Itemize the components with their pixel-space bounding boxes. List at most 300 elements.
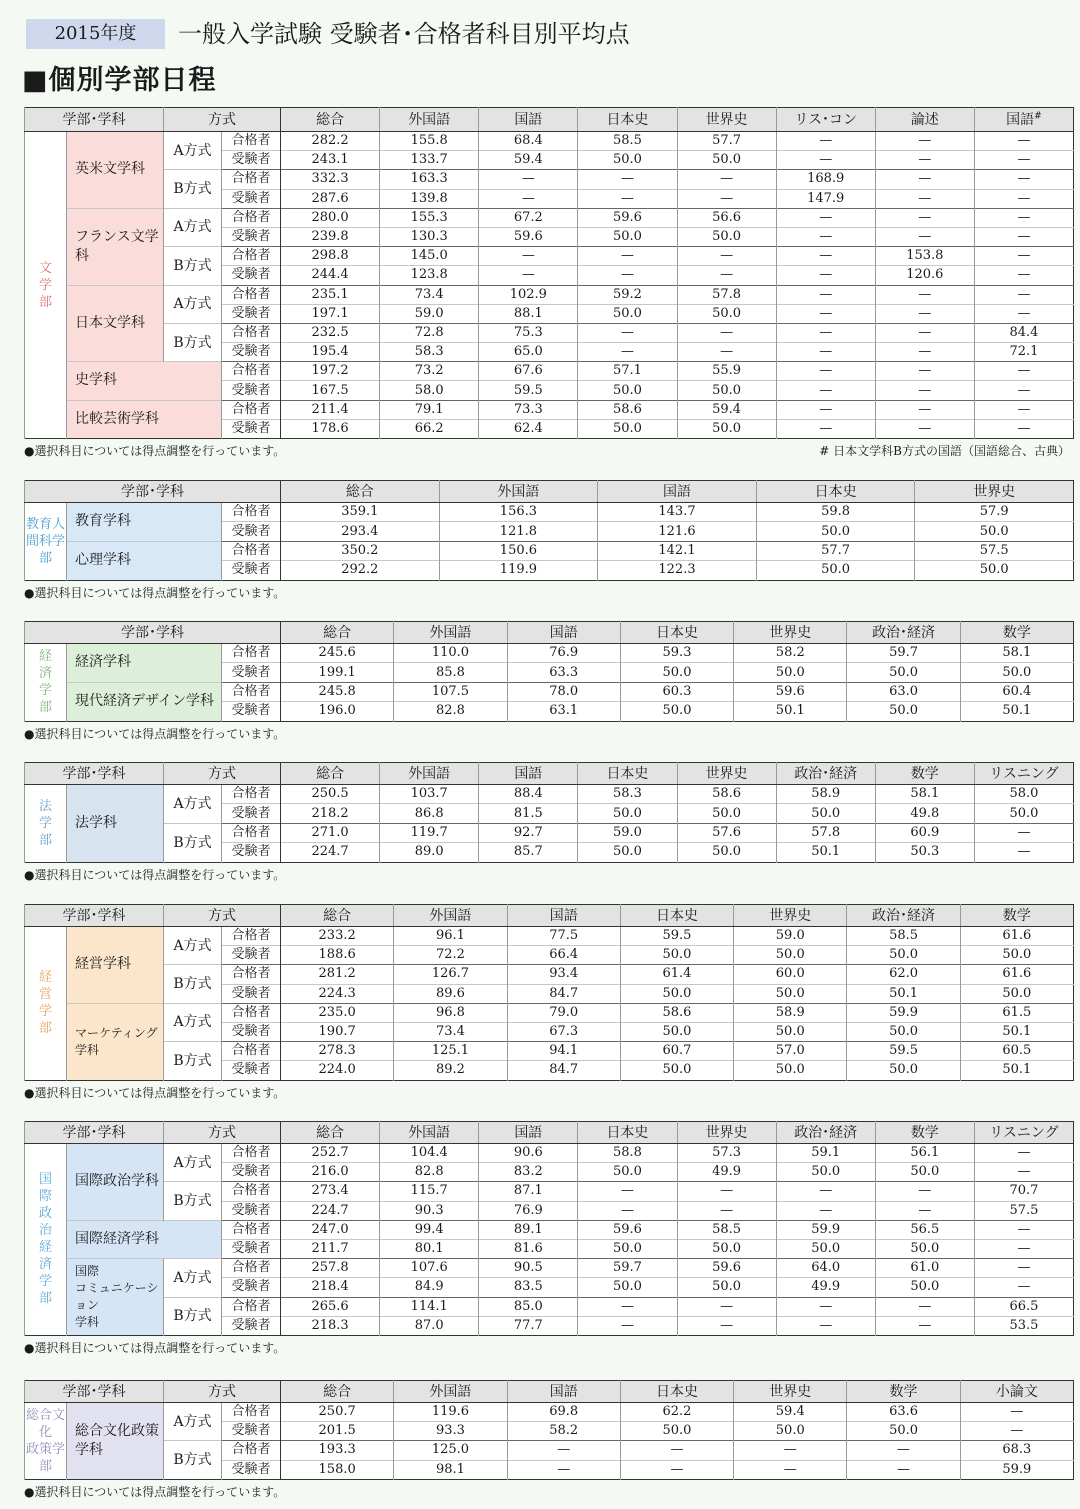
score-cell: 57.1 xyxy=(578,362,677,381)
score-cell: 96.1 xyxy=(394,927,507,946)
score-cell: — xyxy=(578,343,677,362)
score-cell: 81.5 xyxy=(479,804,578,823)
score-cell: 216.0 xyxy=(281,1163,380,1182)
pass-label: 合格者 xyxy=(222,1297,281,1316)
score-cell: 61.5 xyxy=(960,1003,1073,1022)
take-label: 受験者 xyxy=(222,946,281,965)
score-cell: 59.1 xyxy=(776,1144,875,1163)
take-label: 受験者 xyxy=(222,663,281,682)
score-cell: 110.0 xyxy=(394,644,507,663)
header-subject: 日本史 xyxy=(578,763,677,785)
score-cell: 50.0 xyxy=(847,1422,960,1441)
score-cell: — xyxy=(974,1239,1073,1258)
score-cell: 50.0 xyxy=(677,1239,776,1258)
method-label: B方式 xyxy=(164,1441,222,1479)
score-cell: — xyxy=(875,227,974,246)
score-cell: 359.1 xyxy=(281,503,440,522)
score-cell: — xyxy=(776,400,875,419)
score-cell: 50.0 xyxy=(734,663,847,682)
score-cell: 56.5 xyxy=(875,1220,974,1239)
score-cell: 50.0 xyxy=(677,304,776,323)
score-cell: 218.3 xyxy=(281,1316,380,1335)
score-cell: 67.3 xyxy=(507,1022,620,1041)
score-cell: 168.9 xyxy=(776,170,875,189)
pass-label: 合格者 xyxy=(222,965,281,984)
table-row xyxy=(25,1441,1074,1460)
score-cell: 153.8 xyxy=(875,247,974,266)
score-cell: 58.9 xyxy=(734,1003,847,1022)
take-label: 受験者 xyxy=(222,419,281,438)
score-cell: 119.7 xyxy=(380,823,479,842)
score-cell: — xyxy=(578,1316,677,1335)
score-cell: 178.6 xyxy=(281,419,380,438)
score-cell: 119.6 xyxy=(394,1403,507,1422)
score-cell: 50.0 xyxy=(677,151,776,170)
score-table-biz xyxy=(24,904,1074,1081)
score-cell: 50.0 xyxy=(734,1022,847,1041)
score-cell: — xyxy=(974,247,1073,266)
score-cell: 64.0 xyxy=(776,1259,875,1278)
score-cell: 193.3 xyxy=(281,1441,394,1460)
score-cell: — xyxy=(578,247,677,266)
score-cell: 57.5 xyxy=(974,1201,1073,1220)
score-cell: 139.8 xyxy=(380,189,479,208)
score-cell: — xyxy=(974,304,1073,323)
score-cell: 50.0 xyxy=(578,1163,677,1182)
score-cell: 62.2 xyxy=(620,1403,733,1422)
dept-label: 経済学科 xyxy=(67,644,222,683)
header-subject: 国語 xyxy=(507,905,620,927)
score-cell: 278.3 xyxy=(281,1042,394,1061)
score-cell: — xyxy=(974,208,1073,227)
score-cell: 50.0 xyxy=(915,522,1074,541)
score-cell: 66.2 xyxy=(380,419,479,438)
faculty-label: 経 済 学 部 xyxy=(25,644,67,722)
score-cell: 59.6 xyxy=(578,208,677,227)
score-cell: — xyxy=(875,132,974,151)
score-cell: 50.1 xyxy=(847,984,960,1003)
score-cell: 57.7 xyxy=(677,132,776,151)
score-cell: 247.0 xyxy=(281,1220,380,1239)
score-cell: — xyxy=(677,1182,776,1201)
score-cell: 243.1 xyxy=(281,151,380,170)
dept-label: 法学科 xyxy=(67,785,164,863)
score-cell: 50.0 xyxy=(578,1239,677,1258)
table-row xyxy=(25,1259,1074,1278)
pass-label: 合格者 xyxy=(222,1182,281,1201)
score-cell: 58.6 xyxy=(620,1003,733,1022)
header-subject: 世界史 xyxy=(734,622,847,644)
header-subject: リスニング xyxy=(974,763,1073,785)
score-cell: 50.0 xyxy=(578,1278,677,1297)
header-subject: 国語# xyxy=(974,108,1073,132)
score-cell: 281.2 xyxy=(281,965,394,984)
header-subject: 小論文 xyxy=(960,1381,1073,1403)
score-cell: 50.1 xyxy=(960,1061,1073,1080)
score-cell: — xyxy=(974,189,1073,208)
score-cell: 60.0 xyxy=(734,965,847,984)
score-cell: 84.7 xyxy=(507,1061,620,1080)
dept-label: 現代経済デザイン学科 xyxy=(67,682,222,721)
table-row xyxy=(25,965,1074,984)
score-cell: 60.4 xyxy=(960,682,1073,701)
header-method: 方式 xyxy=(164,108,281,132)
score-cell: — xyxy=(677,266,776,285)
score-cell: 147.9 xyxy=(776,189,875,208)
score-cell: 235.0 xyxy=(281,1003,394,1022)
score-cell: — xyxy=(875,400,974,419)
score-cell: — xyxy=(677,189,776,208)
score-cell: 89.0 xyxy=(380,843,479,862)
method-label: B方式 xyxy=(164,1042,222,1080)
method-label: A方式 xyxy=(164,132,222,170)
score-cell: 58.5 xyxy=(847,927,960,946)
score-cell: 84.9 xyxy=(380,1278,479,1297)
score-cell: 50.0 xyxy=(875,1278,974,1297)
score-cell: — xyxy=(960,1403,1073,1422)
header-subject: リス･コン xyxy=(776,108,875,132)
score-cell: 65.0 xyxy=(479,343,578,362)
score-cell: 59.0 xyxy=(578,823,677,842)
score-cell: 119.9 xyxy=(439,561,598,580)
score-cell: 201.5 xyxy=(281,1422,394,1441)
score-cell: 59.6 xyxy=(677,1259,776,1278)
score-cell: 72.1 xyxy=(974,343,1073,362)
score-cell: 96.8 xyxy=(394,1003,507,1022)
score-cell: 83.2 xyxy=(479,1163,578,1182)
score-cell: 257.8 xyxy=(281,1259,380,1278)
score-cell: — xyxy=(875,419,974,438)
score-cell: 332.3 xyxy=(281,170,380,189)
score-cell: 58.0 xyxy=(380,381,479,400)
score-cell: 85.0 xyxy=(479,1297,578,1316)
method-label: A方式 xyxy=(164,927,222,965)
score-cell: — xyxy=(875,1182,974,1201)
score-cell: 142.1 xyxy=(598,541,757,560)
score-cell: — xyxy=(776,1201,875,1220)
score-cell: 84.4 xyxy=(974,323,1073,342)
table-row xyxy=(25,644,1074,663)
method-label: A方式 xyxy=(164,285,222,323)
pass-label: 合格者 xyxy=(222,1042,281,1061)
score-cell: — xyxy=(875,362,974,381)
header-subject: 数学 xyxy=(875,1122,974,1144)
header-subject: 世界史 xyxy=(734,1381,847,1403)
score-cell: 190.7 xyxy=(281,1022,394,1041)
take-label: 受験者 xyxy=(222,1239,281,1258)
score-cell: 245.6 xyxy=(281,644,394,663)
score-cell: 58.1 xyxy=(875,785,974,804)
score-cell: — xyxy=(776,1182,875,1201)
score-cell: — xyxy=(974,170,1073,189)
score-cell: — xyxy=(847,1441,960,1460)
score-cell: — xyxy=(578,189,677,208)
pass-label: 合格者 xyxy=(222,247,281,266)
faculty-label: 国 際 政 治 経 済 学 部 xyxy=(25,1144,67,1336)
header-subject: 数学 xyxy=(960,905,1073,927)
score-cell: — xyxy=(677,343,776,362)
table-row xyxy=(25,400,1074,419)
score-cell: — xyxy=(974,132,1073,151)
take-label: 受験者 xyxy=(222,1316,281,1335)
score-cell: 76.9 xyxy=(479,1201,578,1220)
take-label: 受験者 xyxy=(222,561,281,580)
score-cell: 63.3 xyxy=(507,663,620,682)
header-subject: 総合 xyxy=(281,108,380,132)
score-cell: — xyxy=(974,151,1073,170)
header-subject: 政治･経済 xyxy=(776,763,875,785)
score-cell: 60.3 xyxy=(620,682,733,701)
score-cell: 50.1 xyxy=(734,702,847,721)
dept-label: 史学科 xyxy=(67,362,222,400)
score-cell: 58.2 xyxy=(734,644,847,663)
score-cell: 121.6 xyxy=(598,522,757,541)
take-label: 受験者 xyxy=(222,266,281,285)
score-cell: 62.0 xyxy=(847,965,960,984)
score-cell: 167.5 xyxy=(281,381,380,400)
score-cell: 156.3 xyxy=(439,503,598,522)
table-row xyxy=(25,1182,1074,1201)
score-cell: — xyxy=(875,343,974,362)
header-subject: 政治･経済 xyxy=(847,622,960,644)
score-cell: 155.8 xyxy=(380,132,479,151)
dept-label: 国際経済学科 xyxy=(67,1220,222,1258)
header-method: 方式 xyxy=(164,1122,281,1144)
header-subject: 国語 xyxy=(479,763,578,785)
score-cell: 50.0 xyxy=(960,946,1073,965)
score-cell: 53.5 xyxy=(974,1316,1073,1335)
score-cell: 50.0 xyxy=(756,561,915,580)
score-cell: — xyxy=(875,1297,974,1316)
score-cell: 50.0 xyxy=(734,946,847,965)
score-cell: 59.5 xyxy=(479,381,578,400)
score-cell: — xyxy=(776,208,875,227)
score-cell: 293.4 xyxy=(281,522,440,541)
score-cell: 130.3 xyxy=(380,227,479,246)
header-dept: 学部･学科 xyxy=(25,763,164,785)
score-cell: 107.5 xyxy=(394,682,507,701)
header-subject: 数学 xyxy=(847,1381,960,1403)
score-cell: 115.7 xyxy=(380,1182,479,1201)
score-cell: 50.0 xyxy=(578,419,677,438)
score-cell: — xyxy=(507,1441,620,1460)
method-label: B方式 xyxy=(164,823,222,862)
table-row xyxy=(25,1042,1074,1061)
score-cell: 125.0 xyxy=(394,1441,507,1460)
score-cell: — xyxy=(776,1297,875,1316)
header-dept: 学部･学科 xyxy=(25,1381,164,1403)
take-label: 受験者 xyxy=(222,984,281,1003)
score-cell: 67.6 xyxy=(479,362,578,381)
score-cell: — xyxy=(578,1182,677,1201)
score-cell: 57.7 xyxy=(756,541,915,560)
score-cell: 89.2 xyxy=(394,1061,507,1080)
header-dept: 学部･学科 xyxy=(25,622,281,644)
score-cell: 224.0 xyxy=(281,1061,394,1080)
score-cell: — xyxy=(974,381,1073,400)
method-label: B方式 xyxy=(164,170,222,208)
score-cell: 49.9 xyxy=(677,1163,776,1182)
take-label: 受験者 xyxy=(222,1460,281,1479)
score-cell: — xyxy=(734,1441,847,1460)
score-cell: 59.4 xyxy=(734,1403,847,1422)
header-subject: 世界史 xyxy=(677,108,776,132)
pass-label: 合格者 xyxy=(222,1259,281,1278)
header-subject: 総合 xyxy=(281,481,440,503)
score-cell: 50.0 xyxy=(677,419,776,438)
score-cell: 85.7 xyxy=(479,843,578,862)
score-cell: — xyxy=(875,151,974,170)
faculty-label: 教育人間科学部 xyxy=(25,503,67,581)
score-cell: 59.6 xyxy=(734,682,847,701)
score-cell: 121.8 xyxy=(439,522,598,541)
method-label: B方式 xyxy=(164,247,222,285)
score-cell: 50.0 xyxy=(578,151,677,170)
score-cell: 58.5 xyxy=(677,1220,776,1239)
header-subject: 外国語 xyxy=(394,1381,507,1403)
score-cell: 61.4 xyxy=(620,965,733,984)
pass-label: 合格者 xyxy=(222,1220,281,1239)
header-dept: 学部･学科 xyxy=(25,905,164,927)
pass-label: 合格者 xyxy=(222,285,281,304)
table-row xyxy=(25,503,1074,522)
score-cell: — xyxy=(847,1460,960,1479)
method-label: A方式 xyxy=(164,1403,222,1441)
header-subject: 世界史 xyxy=(734,905,847,927)
score-cell: — xyxy=(974,843,1073,862)
score-cell: 88.1 xyxy=(479,304,578,323)
dept-label: 英米文学科 xyxy=(67,132,164,209)
score-cell: 50.0 xyxy=(578,843,677,862)
header-subject: 世界史 xyxy=(677,763,776,785)
score-cell: — xyxy=(479,247,578,266)
score-cell: — xyxy=(776,227,875,246)
dept-label: 日本文学科 xyxy=(67,285,164,362)
score-cell: 55.9 xyxy=(677,362,776,381)
score-cell: 58.3 xyxy=(380,343,479,362)
pass-label: 合格者 xyxy=(222,644,281,663)
header-subject: 日本史 xyxy=(578,108,677,132)
score-cell: — xyxy=(620,1460,733,1479)
score-cell: 282.2 xyxy=(281,132,380,151)
score-cell: 66.5 xyxy=(974,1297,1073,1316)
header-subject: 国語 xyxy=(507,622,620,644)
score-cell: 59.4 xyxy=(479,151,578,170)
score-cell: 50.0 xyxy=(677,1278,776,1297)
score-cell: 298.8 xyxy=(281,247,380,266)
score-cell: 50.1 xyxy=(776,843,875,862)
score-cell: — xyxy=(875,1316,974,1335)
dept-label: フランス文学科 xyxy=(67,208,164,285)
take-label: 受験者 xyxy=(222,804,281,823)
adjustment-note: ●選択科目については得点調整を行っています。 xyxy=(24,1484,286,1499)
score-cell: 58.9 xyxy=(776,785,875,804)
header-subject: 政治･経済 xyxy=(847,905,960,927)
score-cell: — xyxy=(960,1422,1073,1441)
score-cell: 57.9 xyxy=(915,503,1074,522)
score-cell: — xyxy=(507,1460,620,1479)
score-cell: — xyxy=(974,1144,1073,1163)
score-cell: 61.6 xyxy=(960,927,1073,946)
score-cell: 58.3 xyxy=(578,785,677,804)
score-cell: 68.3 xyxy=(960,1441,1073,1460)
score-cell: 57.8 xyxy=(677,285,776,304)
score-cell: 273.4 xyxy=(281,1182,380,1201)
score-cell: 98.1 xyxy=(394,1460,507,1479)
pass-label: 合格者 xyxy=(222,1441,281,1460)
header-subject: 国語 xyxy=(479,108,578,132)
score-cell: — xyxy=(974,1163,1073,1182)
score-cell: 60.5 xyxy=(960,1042,1073,1061)
score-cell: 123.8 xyxy=(380,266,479,285)
score-cell: 126.7 xyxy=(394,965,507,984)
score-cell: 58.6 xyxy=(578,400,677,419)
method-label: A方式 xyxy=(164,1003,222,1041)
score-cell: 88.4 xyxy=(479,785,578,804)
score-cell: — xyxy=(677,1201,776,1220)
header-subject: 日本史 xyxy=(620,1381,733,1403)
score-cell: 86.8 xyxy=(380,804,479,823)
header-subject: 日本史 xyxy=(620,622,733,644)
score-cell: 143.7 xyxy=(598,503,757,522)
table-row xyxy=(25,1144,1074,1163)
score-cell: 82.8 xyxy=(394,702,507,721)
score-cell: 76.9 xyxy=(507,644,620,663)
score-cell: 49.9 xyxy=(776,1278,875,1297)
dept-label: 国際政治学科 xyxy=(67,1144,164,1221)
score-table-law xyxy=(24,762,1074,863)
score-cell: 50.3 xyxy=(875,843,974,862)
score-cell: 265.6 xyxy=(281,1297,380,1316)
table-row xyxy=(25,682,1074,701)
dept-label: 教育学科 xyxy=(67,503,222,542)
score-cell: 50.0 xyxy=(620,702,733,721)
score-cell: — xyxy=(776,247,875,266)
score-table-pol xyxy=(24,1380,1074,1480)
score-cell: 224.3 xyxy=(281,984,394,1003)
header-subject: 国語 xyxy=(598,481,757,503)
score-cell: 84.7 xyxy=(507,984,620,1003)
score-cell: — xyxy=(974,400,1073,419)
score-cell: 50.0 xyxy=(620,663,733,682)
score-cell: 90.3 xyxy=(380,1201,479,1220)
score-cell: 58.2 xyxy=(507,1422,620,1441)
score-cell: — xyxy=(677,247,776,266)
take-label: 受験者 xyxy=(222,702,281,721)
score-cell: 280.0 xyxy=(281,208,380,227)
score-cell: 62.4 xyxy=(479,419,578,438)
score-cell: 245.8 xyxy=(281,682,394,701)
score-cell: — xyxy=(974,823,1073,842)
score-cell: 90.5 xyxy=(479,1259,578,1278)
score-cell: 50.0 xyxy=(734,984,847,1003)
pass-label: 合格者 xyxy=(222,400,281,419)
table-row xyxy=(25,170,1074,189)
score-cell: 218.4 xyxy=(281,1278,380,1297)
score-cell: 104.4 xyxy=(380,1144,479,1163)
score-cell: 94.1 xyxy=(507,1042,620,1061)
score-cell: 59.8 xyxy=(756,503,915,522)
score-cell: 197.2 xyxy=(281,362,380,381)
score-cell: — xyxy=(578,323,677,342)
score-cell: — xyxy=(776,323,875,342)
score-cell: 58.1 xyxy=(960,644,1073,663)
score-cell: 155.3 xyxy=(380,208,479,227)
score-cell: 114.1 xyxy=(380,1297,479,1316)
score-cell: 75.3 xyxy=(479,323,578,342)
pass-label: 合格者 xyxy=(222,323,281,342)
score-cell: — xyxy=(875,381,974,400)
